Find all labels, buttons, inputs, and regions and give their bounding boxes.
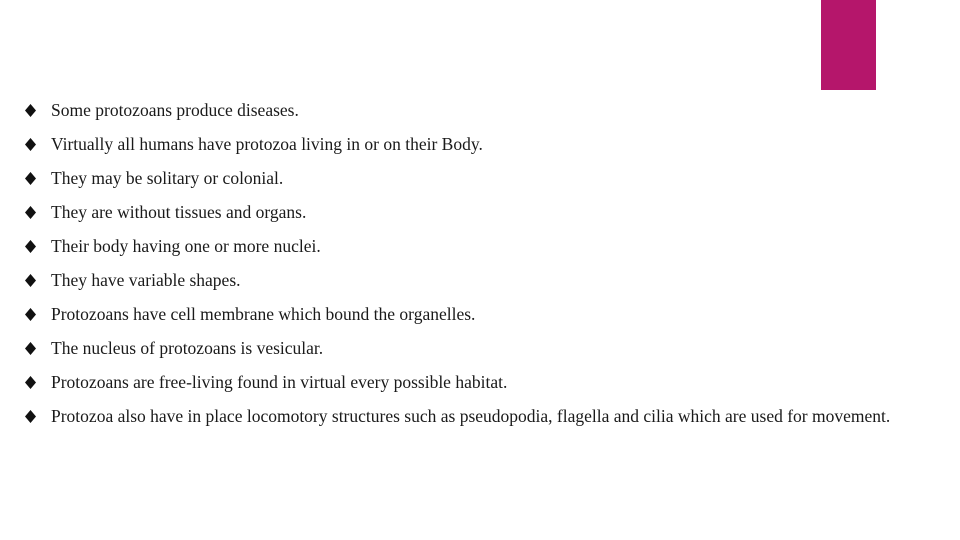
diamond-icon: [25, 370, 51, 394]
diamond-icon: [25, 302, 51, 326]
bullet-text: Protozoans are free-living found in virtual every possible habitat.: [51, 372, 508, 392]
list-item: [25, 302, 905, 326]
diamond-icon: [25, 234, 51, 258]
list-item: [25, 166, 905, 190]
list-item: [25, 336, 905, 360]
list-item: [25, 370, 905, 394]
diamond-icon: [25, 268, 51, 292]
accent-bar: [821, 0, 876, 90]
bullet-text: Virtually all humans have protozoa living in or on their Body.: [51, 134, 483, 154]
bullet-text: They have variable shapes.: [51, 270, 241, 290]
diamond-icon: [25, 404, 51, 428]
list-item: [25, 200, 905, 224]
bullet-text: They may be solitary or colonial.: [51, 168, 284, 188]
diamond-icon: [25, 166, 51, 190]
list-item: [25, 132, 905, 156]
diamond-icon: [25, 98, 51, 122]
bullet-list: [25, 98, 905, 438]
bullet-text: Their body having one or more nuclei.: [51, 236, 321, 256]
list-item: [25, 234, 905, 258]
diamond-icon: [25, 336, 51, 360]
bullet-text: Protozoans have cell membrane which bound the organelles.: [51, 304, 476, 324]
list-item: [25, 98, 905, 122]
bullet-text: Some protozoans produce diseases.: [51, 100, 299, 120]
list-item: [25, 268, 905, 292]
diamond-icon: [25, 132, 51, 156]
diamond-icon: [25, 200, 51, 224]
list-item: [25, 404, 905, 428]
bullet-text: The nucleus of protozoans is vesicular.: [51, 338, 324, 358]
bullet-text: Protozoa also have in place locomotory structures such as pseudopodia, flagella and cilia which are used for movement.: [51, 406, 891, 426]
bullet-text: They are without tissues and organs.: [51, 202, 307, 222]
